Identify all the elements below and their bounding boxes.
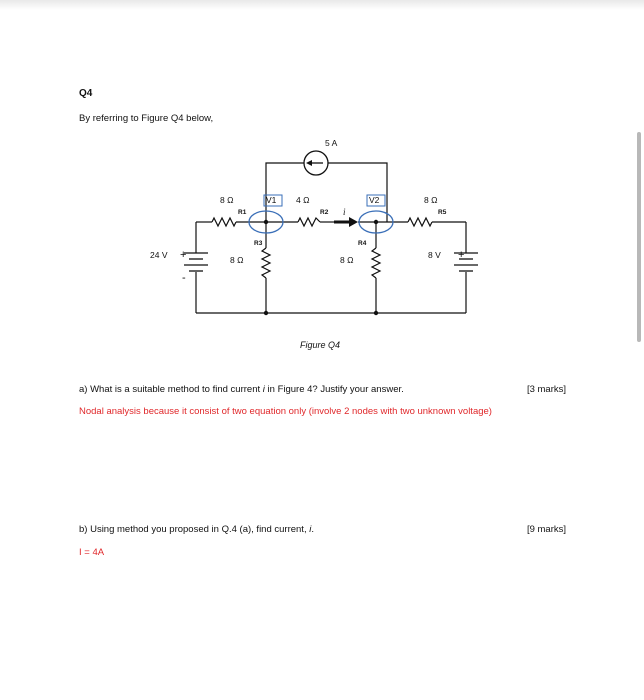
source-left-minus: - bbox=[182, 272, 186, 284]
r3-value: 8 Ω bbox=[230, 255, 244, 265]
resistor-r3 bbox=[262, 248, 270, 278]
voltage-source-left bbox=[184, 253, 208, 271]
answer-b: I = 4A bbox=[79, 547, 105, 558]
question-b-marks: [9 marks] bbox=[526, 524, 566, 535]
question-a-marks: [3 marks] bbox=[526, 384, 566, 395]
source-left-label: 24 V bbox=[150, 250, 168, 260]
circuit-wires bbox=[196, 163, 466, 313]
r2-name: R2 bbox=[320, 209, 329, 216]
question-a-suffix: in Figure 4? Justify your answer. bbox=[264, 384, 404, 395]
question-a-prefix: a) What is a suitable method to find current bbox=[79, 384, 263, 395]
r3-name: R3 bbox=[254, 240, 263, 247]
figure-caption: Figure Q4 bbox=[300, 340, 341, 350]
question-b bbox=[79, 524, 314, 535]
question-b-suffix: . bbox=[311, 524, 314, 535]
source-right-label: 8 V bbox=[428, 250, 441, 260]
current-i-label: i bbox=[343, 207, 346, 217]
question-a-var: i bbox=[262, 384, 265, 395]
r5-value: 8 Ω bbox=[424, 195, 438, 205]
node-v2-label: V2 bbox=[369, 195, 380, 205]
node-v1-label: V1 bbox=[266, 195, 277, 205]
r2-value: 4 Ω bbox=[296, 195, 310, 205]
resistor-r1 bbox=[212, 218, 236, 226]
current-source bbox=[304, 151, 328, 175]
question-b-var: i bbox=[309, 524, 312, 535]
r4-value: 8 Ω bbox=[340, 255, 354, 265]
source-right-plus: + bbox=[458, 249, 465, 261]
r1-name: R1 bbox=[238, 209, 247, 216]
resistor-r2 bbox=[298, 218, 320, 226]
r4-name: R4 bbox=[358, 240, 367, 247]
question-number: Q4 bbox=[79, 88, 93, 99]
current-source-label: 5 A bbox=[325, 138, 338, 148]
question-intro: By referring to Figure Q4 below, bbox=[79, 113, 214, 124]
r1-value: 8 Ω bbox=[220, 195, 234, 205]
question-a bbox=[79, 384, 404, 395]
resistor-r5 bbox=[408, 218, 432, 226]
source-left-plus: + bbox=[180, 249, 187, 261]
question-b-prefix: b) Using method you proposed in Q.4 (a), find current, bbox=[79, 524, 310, 535]
r5-name: R5 bbox=[438, 209, 447, 216]
answer-a: Nodal analysis because it consist of two equation only (involve 2 nodes with two unknown voltage) bbox=[79, 406, 492, 417]
current-arrow bbox=[334, 217, 358, 227]
resistor-r4 bbox=[372, 248, 380, 278]
